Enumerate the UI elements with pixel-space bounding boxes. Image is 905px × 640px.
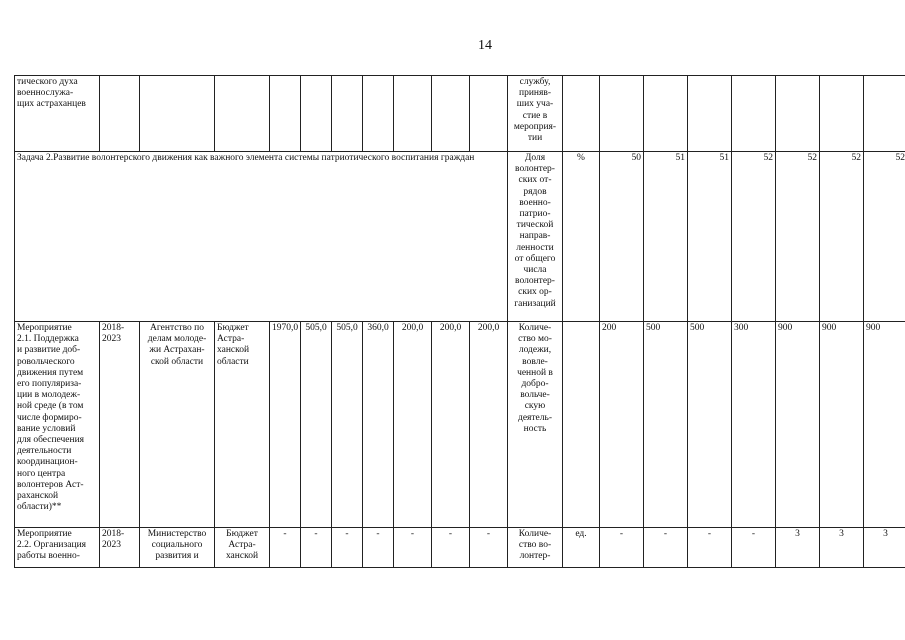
finance-cell: -: [432, 528, 470, 568]
value-cell: 500: [688, 322, 732, 528]
value-cell: 50: [600, 152, 644, 322]
table-row: [15, 152, 905, 322]
unit-cell: ед.: [563, 528, 600, 568]
table-row: [15, 322, 905, 528]
value-cell: 52: [864, 152, 905, 322]
finance-cell: -: [394, 528, 432, 568]
executor-cell: Министерство социального развития и: [140, 528, 215, 568]
indicator-cell: Доля волонтер- ских от- рядов военно- патрио- тической направ- ленности от общего числа волонтер- ских ор- ганизаций: [508, 152, 563, 322]
indicator-cell: службу, приняв- ших уча- стие в мероприя- тии: [508, 76, 563, 152]
finance-cell: 505,0: [332, 322, 363, 528]
measure-name-cell: тического духа военнослужа- щих астраханцев: [15, 76, 100, 152]
indicator-cell: Количе- ство во- лонтер-: [508, 528, 563, 568]
finance-cell: 1970,0: [270, 322, 301, 528]
value-cell: 900: [864, 322, 905, 528]
period-cell: 2018- 2023: [100, 528, 140, 568]
task-title-cell: Задача 2.Развитие волонтерского движения как важного элемента системы патриотического воспитания граждан: [15, 152, 508, 322]
value-cell: 3: [820, 528, 864, 568]
finance-cell: -: [270, 528, 301, 568]
value-cell: -: [732, 528, 776, 568]
value-cell: 3: [776, 528, 820, 568]
program-table: [14, 75, 905, 568]
finance-cell: -: [470, 528, 508, 568]
measure-name-cell: Мероприятие 2.2. Организация работы военно-: [15, 528, 100, 568]
executor-cell: Агентство по делам молоде- жи Астрахан- ской области: [140, 322, 215, 528]
source-cell: Бюджет Астра- ханской: [215, 528, 270, 568]
finance-cell: 505,0: [301, 322, 332, 528]
source-cell: Бюджет Астра- ханской области: [215, 322, 270, 528]
unit-cell: %: [563, 152, 600, 322]
value-cell: 51: [688, 152, 732, 322]
value-cell: 51: [644, 152, 688, 322]
value-cell: 52: [820, 152, 864, 322]
value-cell: 900: [820, 322, 864, 528]
measure-name-cell: Мероприятие 2.1. Поддержка и развитие доб- ровольческого движения путем его популяриза- ции в молодеж- ной среде (в том числе формиро- вание условий для обеспечения деятельности координацион- ного центра волонтеров Аст- раханской области)**: [15, 322, 100, 528]
value-cell: 52: [732, 152, 776, 322]
finance-cell: 200,0: [394, 322, 432, 528]
value-cell: 3: [864, 528, 905, 568]
value-cell: 52: [776, 152, 820, 322]
finance-cell: 200,0: [470, 322, 508, 528]
table-row: [15, 76, 905, 152]
value-cell: -: [688, 528, 732, 568]
period-cell: 2018- 2023: [100, 322, 140, 528]
finance-cell: 360,0: [363, 322, 394, 528]
indicator-cell: Количе- ство мо- лодежи, вовле- ченной в добро- вольче- скую деятель- ность: [508, 322, 563, 528]
value-cell: 900: [776, 322, 820, 528]
value-cell: 200: [600, 322, 644, 528]
value-cell: 500: [644, 322, 688, 528]
finance-cell: -: [363, 528, 394, 568]
finance-cell: -: [301, 528, 332, 568]
page-number: 14: [478, 38, 492, 53]
value-cell: -: [644, 528, 688, 568]
finance-cell: 200,0: [432, 322, 470, 528]
table-row: [15, 528, 905, 568]
finance-cell: -: [332, 528, 363, 568]
value-cell: -: [600, 528, 644, 568]
unit-cell: [563, 322, 600, 528]
value-cell: 300: [732, 322, 776, 528]
